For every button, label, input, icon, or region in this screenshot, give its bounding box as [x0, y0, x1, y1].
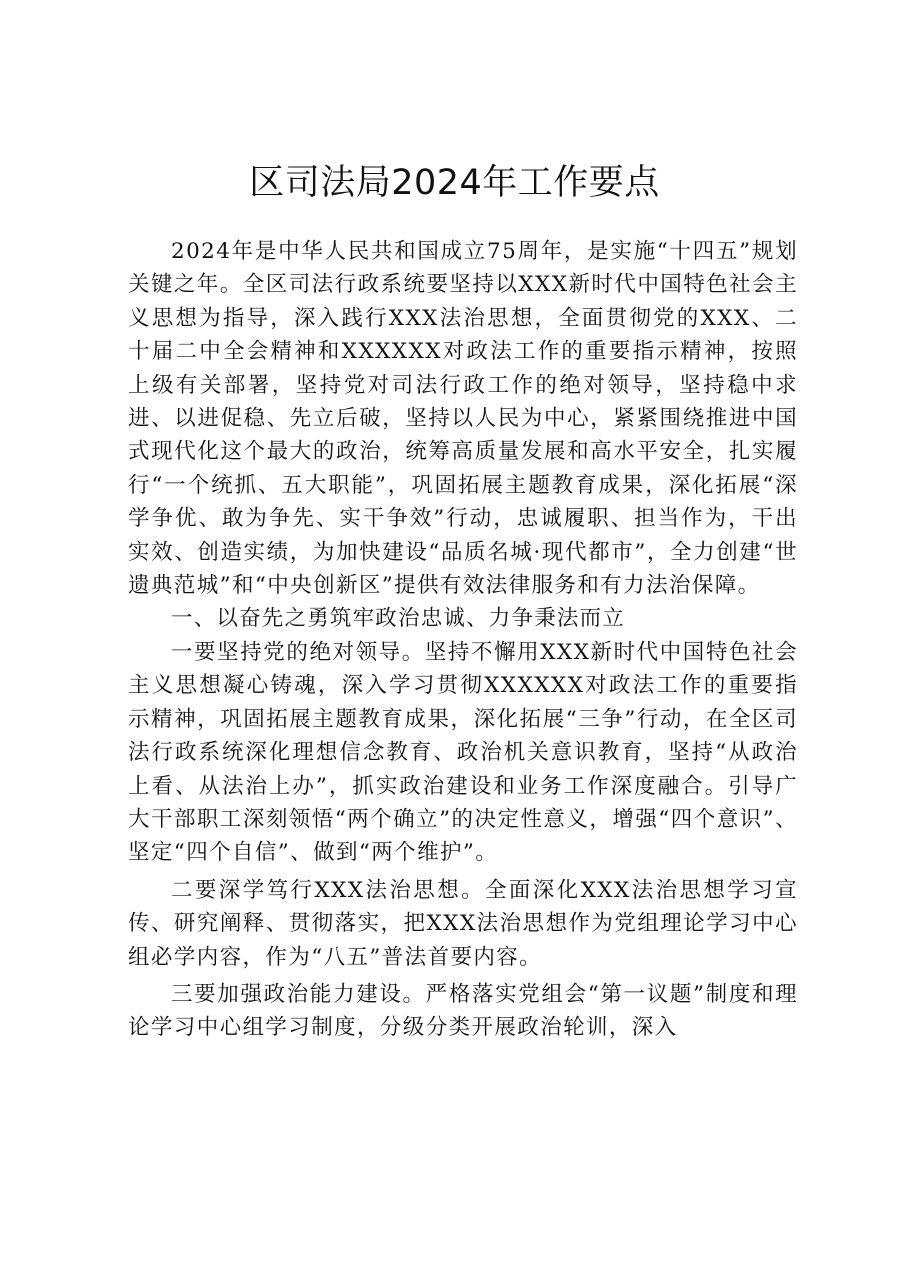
- intro-paragraph: 2024年是中华人民共和国成立75周年，是实施“十四五”规划关键之年。全区司法行政系统要坚持以XXX新时代中国特色社会主义思想为指导，深入践行XXX法治思想，全面贯彻党的XXX、二十届二中全会精神和XXXXXX对政法工作的重要指示精神，按照上级有关部署，坚持党对司法行政工作的绝对领导，坚持稳中求进、以进促稳、先立后破，坚持以人民为中心，紧紧围绕推进中国式现代化这个最大的政治，统筹高质量发展和高水平安全，扎实履行“一个统抓、五大职能”，巩固拓展主题教育成果，深化拓展“深学争优、敢为争先、实干争效”行动，忠诚履职、担当作为，干出实效、创造实绩，为加快建设“品质名城·现代都市”，全力创建“世遗典范城”和“中央创新区”提供有效法律服务和有力法治保障。: [128, 239, 798, 599]
- document-body: [128, 235, 798, 1045]
- point-paragraph-3: 三要加强政治能力建设。严格落实党组会“第一议题”制度和理论学习中心组学习制度，分级分类开展政治轮训，深入: [128, 981, 798, 1041]
- point-paragraph-1: 一要坚持党的绝对领导。坚持不懈用XXX新时代中国特色社会主义思想凝心铸魂，深入学习贯彻XXXXXX对政法工作的重要指示精神，巩固拓展主题教育成果，深化拓展“三争”行动，在全区司法行政系统深化理想信念教育、政治机关意识教育，坚持“从政治上看、从法治上办”，抓实政治建设和业务工作深度融合。引导广大干部职工深刻领悟“两个确立”的决定性意义，增强“四个意识”、坚定“四个自信”、做到“两个维护”。: [128, 639, 798, 866]
- document-title: 区司法局2024年工作要点: [249, 163, 660, 203]
- point-paragraph-2: 二要深学笃行XXX法治思想。全面深化XXX法治思想学习宣传、研究阐释、贯彻落实，把XXX法治思想作为党组理论学习中心组必学内容，作为“八五”普法首要内容。: [128, 877, 798, 970]
- section-heading-1: 一、以奋先之勇筑牢政治忠诚、力争秉法而立: [171, 606, 626, 632]
